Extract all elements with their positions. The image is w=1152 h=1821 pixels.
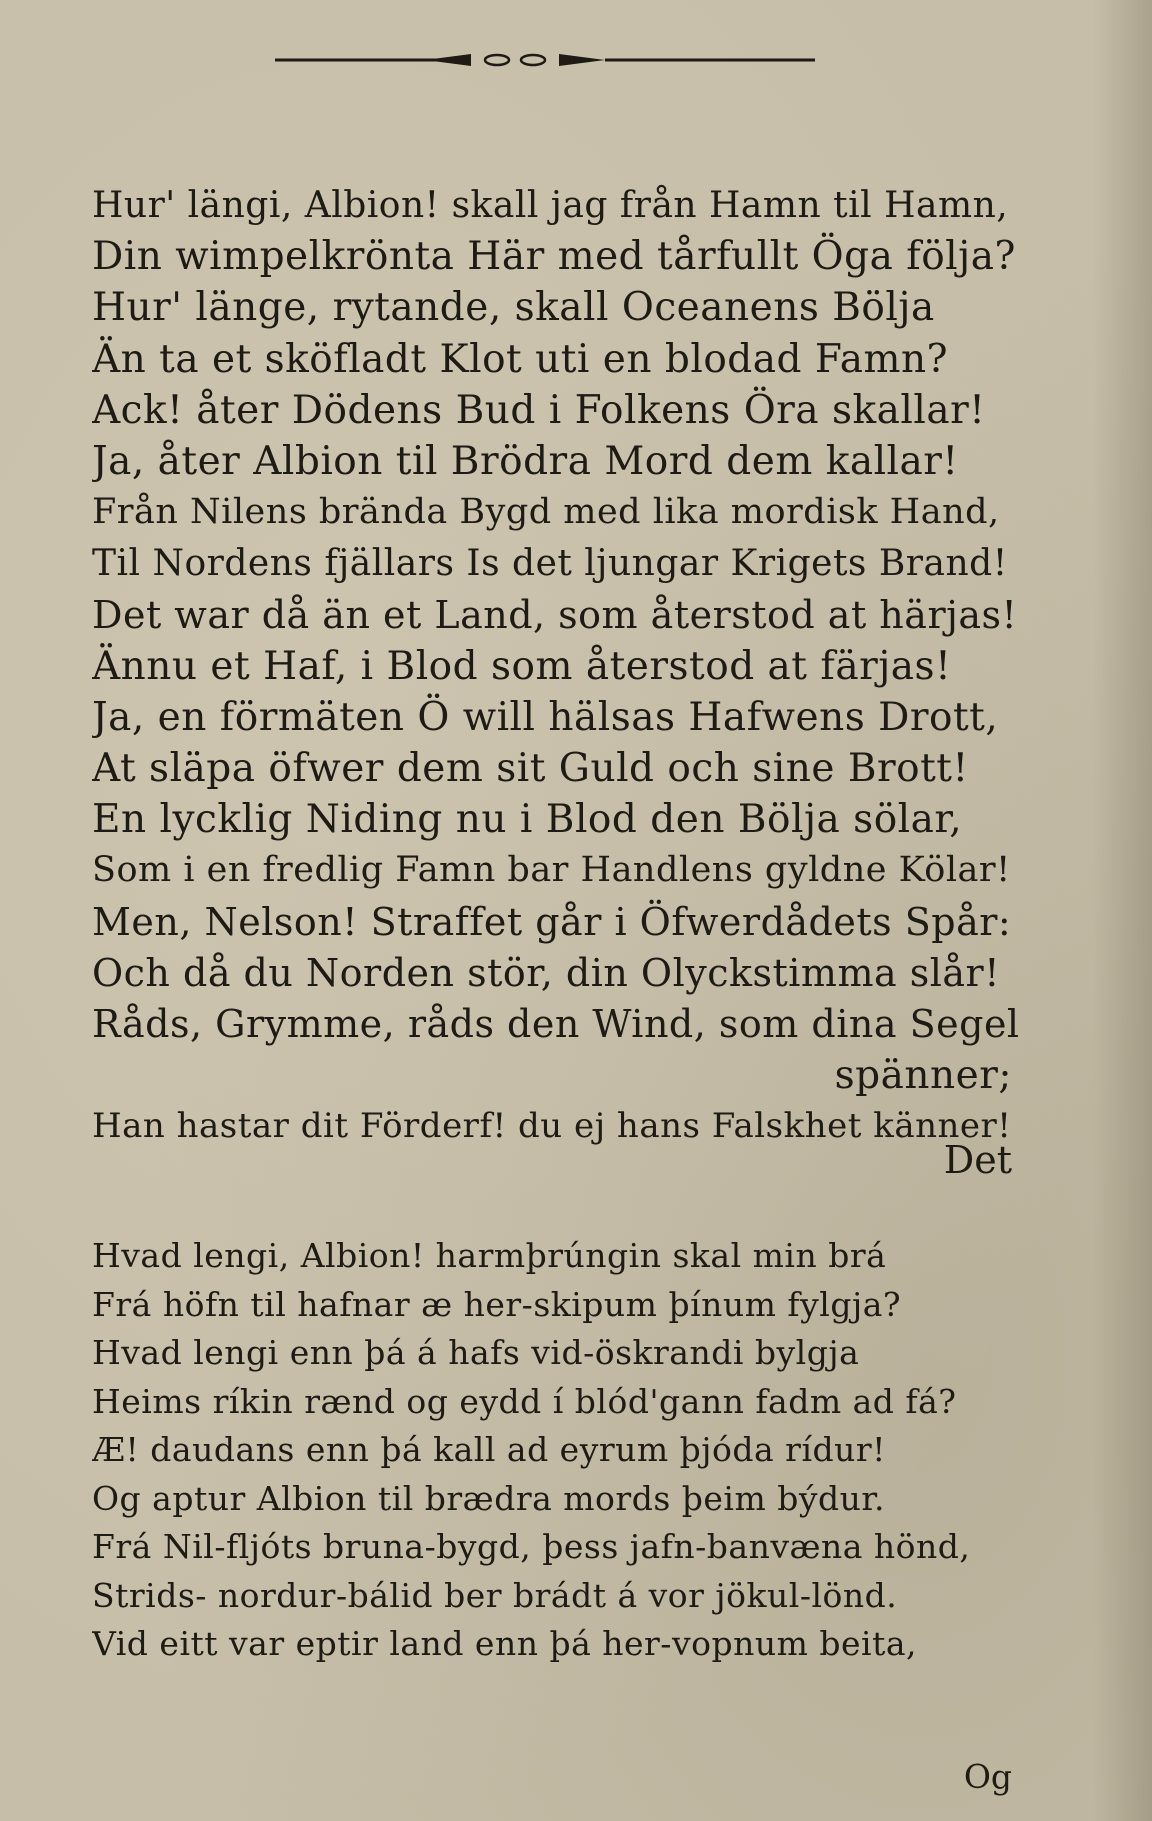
verse-line: Frá höfn til hafnar æ her-skipum þínum fylgja? (92, 1284, 902, 1324)
verse-line: Än ta et sköfladt Klot uti en blodad Famn? (92, 336, 949, 382)
catchword: Og (963, 1757, 1012, 1796)
verse-line: Heims ríkin rænd og eydd í blód'gann fadm ad fá? (92, 1381, 957, 1421)
verse-line: Från Nilens brända Bygd med lika mordisk Hand, (92, 492, 1000, 533)
verse-line: Han hastar dit Förderf! du ej hans Falskhet känner! (92, 1106, 1012, 1147)
verse-line: Ja, åter Albion til Brödra Mord dem kallar! (92, 438, 959, 484)
verse-line: At släpa öfwer dem sit Guld och sine Brott! (92, 746, 969, 792)
icelandic-stanza (92, 1232, 1022, 1669)
verse-line: Hvad lengi, Albion! harmþrúngin skal min brá (92, 1236, 887, 1275)
catchword: Det (943, 1138, 1012, 1182)
verse-line: Ännu et Haf, i Blod som återstod at färjas! (92, 643, 952, 689)
verse-line: Hur' längi, Albion! skall jag från Hamn til Hamn, (92, 185, 1009, 226)
swedish-stanza (92, 180, 1022, 1153)
verse-line: Din wimpelkrönta Här med tårfullt Öga följa? (92, 234, 1016, 280)
verse-line: Hvad lengi enn þá á hafs vid-öskrandi bylgja (92, 1333, 860, 1372)
verse-line: Strids- nordur-bálid ber brádt á vor jökul-lönd. (92, 1575, 898, 1615)
verse-line-turnover: spänner; (834, 1053, 1012, 1099)
verse-line: Ja, en förmäten Ö will hälsas Hafwens Drott, (92, 694, 999, 740)
verse-line: Æ! daudans enn þá kall ad eyrum þjóda rídur! (92, 1430, 886, 1469)
verse-line: Det war då än et Land, som återstod at härjas! (92, 592, 1018, 637)
verse-line: Frá Nil-fljóts bruna-bygd, þess jafn-banvæna hönd, (92, 1527, 971, 1566)
verse-line: Og aptur Albion til brædra mords þeim býdur. (92, 1478, 886, 1518)
verse-line: Hur' länge, rytande, skall Oceanens Bölja (92, 285, 935, 331)
verse-line: Ack! åter Dödens Bud i Folkens Öra skallar! (92, 387, 986, 433)
verse-line: Råds, Grymme, råds den Wind, som dina Segel (92, 1002, 1020, 1046)
verse-line: Men, Nelson! Straffet går i Öfwerdådets Spår: (92, 899, 1012, 944)
verse-line: Vid eitt var eptir land enn þá her-vopnum beita, (92, 1624, 918, 1663)
verse-line: Til Nordens fjällars Is det ljungar Krigets Brand! (92, 543, 1008, 585)
ornament-rule (275, 46, 815, 72)
verse-line: Som i en fredlig Famn bar Handlens gyldne Kölar! (92, 850, 1011, 891)
verse-line: Och då du Norden stör, din Olyckstimma slår! (92, 950, 1000, 995)
verse-line: En lycklig Niding nu i Blod den Bölja sölar, (92, 797, 963, 843)
page-edge-shadow (1092, 0, 1152, 1821)
